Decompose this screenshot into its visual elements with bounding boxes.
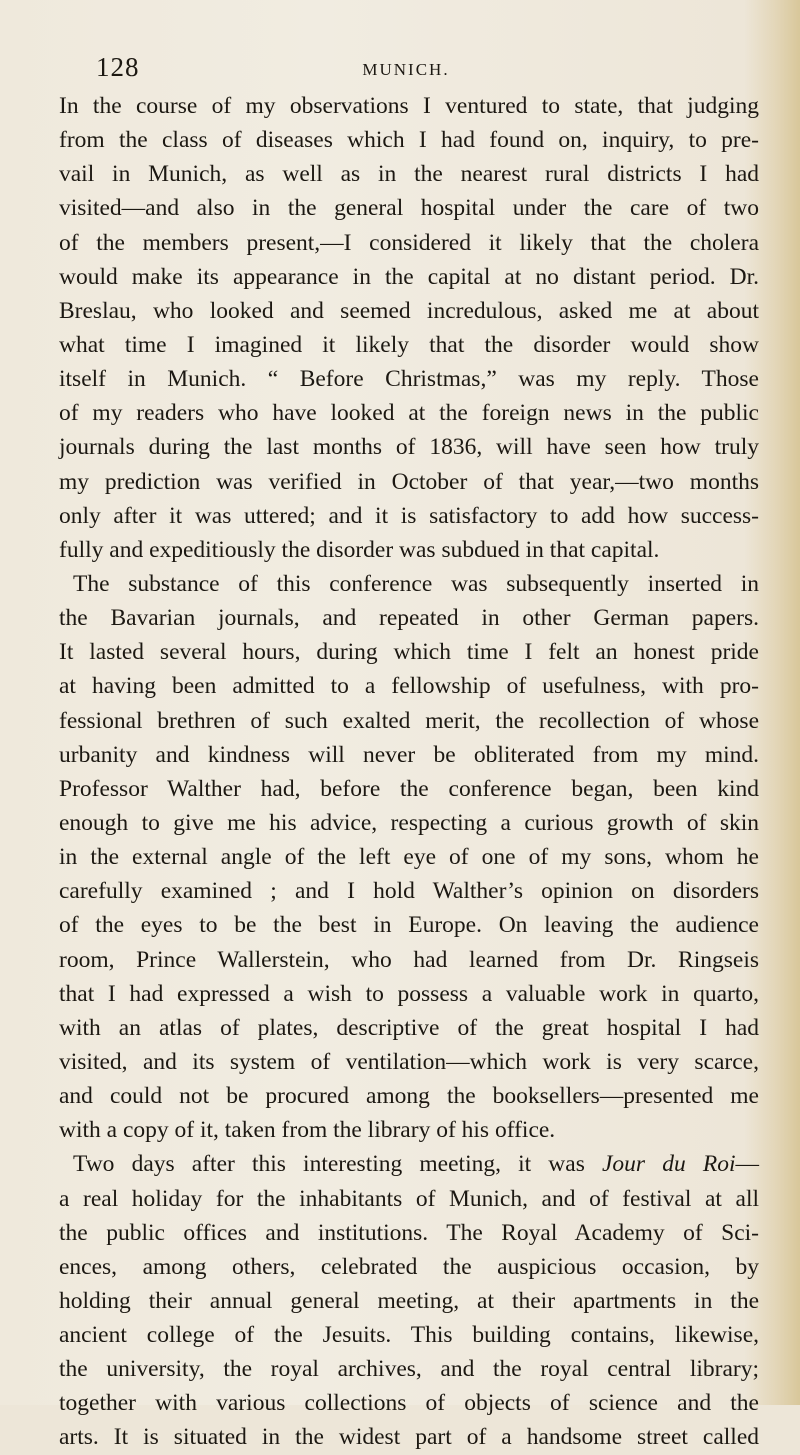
text-line: urbanity and kindness will never be obliterated from my mind.	[59, 741, 759, 768]
text-line: ences, among others, celebrated the auspicious occasion, by	[59, 1253, 759, 1280]
text-line: enough to give me his advice, respecting a curious growth of skin	[59, 809, 759, 836]
running-title: MUNICH.	[362, 60, 450, 79]
text-line: visited—and also in the general hospital under the care of two	[59, 195, 759, 222]
text-line: from the class of diseases which I had found on, inquiry, to pre-	[59, 127, 759, 154]
paragraph-1	[59, 89, 759, 1147]
text-line: the university, the royal archives, and the royal central library;	[59, 1356, 759, 1383]
body-text	[59, 89, 759, 1455]
text-line: fully and expeditiously the disorder was subdued in that capital.	[59, 536, 660, 563]
text-line: ancient college of the Jesuits. This building contains, likewise,	[59, 1322, 759, 1349]
text-line: itself in Munich. “ Before Christmas,” was my reply. Those	[59, 366, 759, 393]
text-line: and could not be procured among the booksellers—presented me	[59, 1083, 759, 1110]
text-line: the Bavarian journals, and repeated in other German papers.	[59, 605, 759, 632]
text-line: in the external angle of the left eye of one of my sons, whom he	[59, 844, 759, 871]
text-line: The substance of this conference was subsequently inserted in	[73, 570, 759, 597]
italic-title: Jour du Roi	[602, 1151, 736, 1178]
text-line: fessional brethren of such exalted merit, the recollection of whose	[59, 707, 759, 734]
text-line: would make its appearance in the capital at no distant period. Dr.	[59, 263, 759, 290]
text-line: Professor Walther had, before the conference began, been kind	[59, 775, 759, 802]
text-line: the public offices and institutions. The Royal Academy of Sci-	[59, 1219, 759, 1246]
page-number: 128	[96, 52, 140, 82]
text-line: carefully examined ; and I hold Walther’s opinion on disorders	[59, 878, 759, 905]
text-line: It lasted several hours, during which time I felt an honest pride	[59, 639, 759, 666]
text-line: at having been admitted to a fellowship of usefulness, with pro-	[59, 673, 759, 700]
text-line: only after it was uttered; and it is satisfactory to add how success-	[59, 502, 759, 529]
text-line: In the course of my observations I ventured to state, that judging	[59, 93, 759, 119]
paragraph-2	[59, 1182, 759, 1455]
page-header	[96, 52, 716, 86]
text-line: journals during the last months of 1836, will have seen how truly	[59, 434, 759, 461]
text-line: arts. It is situated in the widest part of a handsome street called	[59, 1424, 759, 1451]
text-line: that I had expressed a wish to possess a valuable work in quarto,	[59, 980, 759, 1007]
text-line: my prediction was verified in October of that year,—two months	[59, 468, 759, 495]
text-line: what time I imagined it likely that the disorder would show	[59, 331, 759, 358]
text-line: of the members present,—I considered it likely that the cholera	[59, 229, 759, 256]
text-line: together with various collections of objects of science and the	[59, 1390, 759, 1417]
text-line	[59, 1147, 759, 1181]
text-line: a real holiday for the inhabitants of Munich, and of festival at all	[59, 1185, 759, 1212]
text-line: vail in Munich, as well as in the nearest rural districts I had	[59, 161, 759, 188]
text-line: visited, and its system of ventilation—which work is very scarce,	[59, 1048, 759, 1075]
text-line: holding their annual general meeting, at their apartments in the	[59, 1287, 759, 1314]
text-line: Breslau, who looked and seemed incredulous, asked me at about	[59, 297, 759, 324]
text-line: of the eyes to be the best in Europe. On leaving the audience	[59, 912, 759, 939]
text-line: room, Prince Wallerstein, who had learned from Dr. Ringseis	[59, 946, 759, 973]
text-line: with a copy of it, taken from the library of his office.	[59, 1117, 556, 1144]
text-line: of my readers who have looked at the foreign news in the public	[59, 400, 759, 427]
text-run: Two days after this interesting meeting, it was	[73, 1151, 602, 1178]
text-run: —	[735, 1151, 759, 1178]
text-line: with an atlas of plates, descriptive of the great hospital I had	[59, 1014, 759, 1041]
